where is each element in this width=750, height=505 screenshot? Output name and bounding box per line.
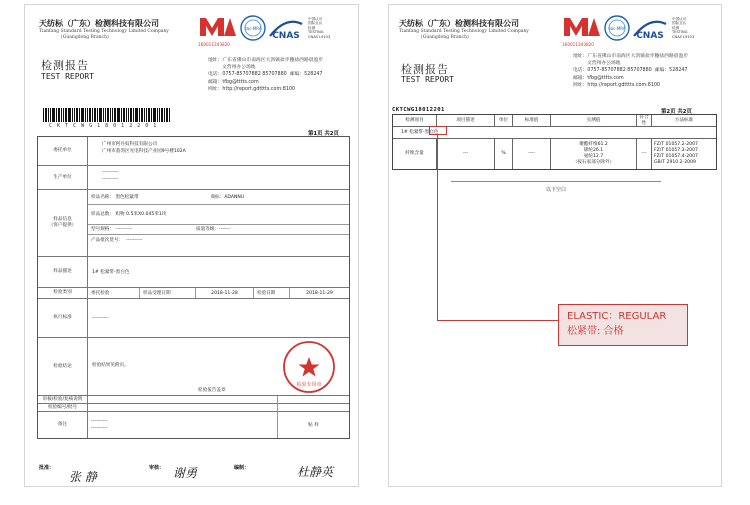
barcode-bar: [58, 108, 60, 122]
inspection-type-row: 检验类别 委托检验 样品受理日期 2018-11-28 检验日期 2018-11-29: [38, 288, 349, 299]
lab-name-en: Tianfang Standard Testing Technology Limited Company: [399, 29, 529, 34]
barcode-bar: [139, 108, 140, 122]
report-title-cn: 检测报告: [41, 59, 89, 72]
approver-signature: 张 静: [69, 470, 97, 484]
barcode-bar: [126, 108, 127, 122]
result-callout: [558, 304, 688, 346]
seal-label: 检验专用章: [296, 382, 322, 388]
barcode-bar: [48, 108, 49, 122]
barcode-bar: [103, 108, 104, 122]
ilac-logo-icon: [239, 14, 267, 42]
report-page-2: [388, 4, 722, 487]
client-row: 委托单位 广州市阿丹奴科技有限公司 广州市荔湾区光电科技产业园9号楼102A: [38, 137, 349, 166]
barcode-bar: [43, 108, 44, 122]
reviewer-signature: 谢勇: [173, 466, 198, 480]
report-info-table: [37, 136, 350, 439]
barcode-bar: [117, 108, 120, 122]
cnas-sub-text: 中国认可 国际互认 检测 TESTING CNAS L9103: [308, 17, 331, 39]
barcode-bar: [157, 108, 158, 122]
lab-name-en: Tianfang Standard Testing Technology Limited Company: [39, 29, 169, 34]
page-number: 第1页 共2页: [308, 131, 339, 137]
barcode-bar: [141, 108, 143, 122]
barcode-bar: [135, 108, 138, 122]
barcode-bar: [133, 108, 134, 122]
lab-name: 天纺标（广东）检测科技有限公司: [399, 18, 519, 28]
barcode-bar: [99, 108, 102, 122]
barcode-bar: [159, 108, 160, 122]
cnas-text: CNAS: [636, 31, 664, 41]
sample-row: 1# 松紧带-黑白色: [393, 127, 716, 139]
compile-label: 编制：: [234, 465, 250, 471]
barcode-bar: [68, 108, 71, 122]
contact-block: 地址：广东省佛山市南海区大沥镇盐步穗盐西路晨盈步 文营州办公场地 电话：0757-85707882 85707880 邮编：528247 邮箱：tfbg@tttts.com 网址：http://report.gdtttts.com:8100: [573, 54, 689, 88]
ilac-logo-icon: [603, 14, 631, 42]
extra-row-2: 检验编号/批号: [38, 404, 349, 412]
lab-branch-en: (Guangdong Branch): [61, 35, 109, 40]
extra-row-1: 审核/检验/复核说明: [38, 396, 349, 404]
barcode-bar: [45, 108, 47, 122]
barcode-bar: [121, 108, 122, 122]
barcode-bar: [164, 108, 165, 122]
test-results-table: [392, 114, 717, 170]
compiler-signature: 杜静英: [297, 465, 334, 479]
barcode-bar: [107, 108, 109, 122]
barcode-bar: [94, 108, 96, 122]
conclusion-row: 检验结论 检验结果见附页。 检验报告盖章 检验专用章: [38, 338, 349, 396]
callout-line-1: ELASTIC：REGULAR: [567, 311, 667, 322]
barcode-bar: [87, 108, 88, 122]
report-title-en: TEST REPORT: [41, 72, 94, 81]
barcode-bar: [97, 108, 98, 122]
table-header-row: 检测项目 项目描述 单位 标准值 实测值 符合性 方法标准: [393, 115, 716, 127]
report-title-en: TEST REPORT: [401, 75, 454, 84]
report-number: CKTCWG18012201: [392, 107, 445, 113]
barcode-bar: [92, 108, 93, 122]
barcode-bar: [130, 108, 132, 122]
ma-number: 160011343820: [198, 42, 230, 47]
barcode-bar: [153, 108, 156, 122]
ma-logo-icon: [196, 14, 236, 52]
report-title-cn: 检测报告: [401, 63, 449, 76]
producer-row: 生产单位 ---------- ----------: [38, 166, 349, 190]
barcode-bar: [169, 108, 170, 122]
barcode-bar: [151, 108, 152, 122]
review-label: 审核：: [149, 465, 165, 471]
barcode-bar: [144, 108, 145, 122]
barcode-bar: [81, 108, 84, 122]
barcode-bar: [79, 108, 80, 122]
ma-logo-icon: [560, 14, 600, 52]
barcode-bar: [76, 108, 78, 122]
barcode-bar: [148, 108, 150, 122]
barcode-bar: [146, 108, 147, 122]
barcode-bar: [105, 108, 106, 122]
contact-block: 地址：广东省佛山市南海区大沥镇盐步穗盐西路晨盈步 文营州办公场地 电话：0757-85707882 85707880 邮编：528247 邮箱：tfbg@tttts.com 网址：http://report.gdtttts.com:8100: [208, 58, 324, 92]
cnas-text: CNAS: [272, 31, 300, 41]
barcode-bar: [65, 108, 67, 122]
barcode-bar: [50, 108, 51, 122]
standard-row: 执行标准 ----------: [38, 299, 349, 338]
barcode-bar: [114, 108, 116, 122]
barcode-bar: [112, 108, 113, 122]
report-page-1: [24, 4, 359, 487]
ma-number: 160011343820: [562, 42, 594, 47]
lab-name: 天纺标（广东）检测科技有限公司: [39, 18, 159, 28]
ilac-text: ilac-MRA: [608, 26, 626, 31]
barcode-bar: [110, 108, 111, 122]
barcode-bar: [161, 108, 163, 122]
inspection-seal-icon: [281, 339, 337, 395]
cnas-sub-text: 中国认可 国际互认 检测 TESTING CNAS L9103: [672, 17, 695, 39]
end-divider: [451, 181, 661, 182]
cnas-logo-icon: [268, 14, 304, 42]
remark-row: 备注 ---------- ---------- 贴 样: [38, 412, 349, 438]
barcode-bar: [128, 108, 129, 122]
callout-connector-horizontal: [437, 320, 558, 321]
lab-branch-en: (Guangdong Branch): [421, 35, 469, 40]
barcode-bar: [123, 108, 125, 122]
barcode-bar: [166, 108, 168, 122]
barcode-bar: [61, 108, 62, 122]
page-number: 第2页 共2页: [661, 109, 692, 115]
highlight-box: [429, 126, 447, 135]
callout-line-2: 松紧带: 合格: [567, 326, 624, 337]
barcode-bar: [56, 108, 57, 122]
sample-info-row: 样品信息 （客户提供） 样品名称： 黑色松紧带 商标： ADANNU 样品总数： 织物 0.5米X0.045米1块 型号规格： ---------- 质量等级： ------- 产品批次货号： ----------: [38, 190, 349, 257]
fiber-content-row: 纤维含量 --- % ---- 聚酯纤维61.2 锦纶26.1 氨纶12.7 （按石家部分除外） --- FZ/T 01057.2-2007 FZ/T 01057.3-2007 FZ/T 01057.4-2007 GB/T 2910.2-2009: [393, 139, 716, 169]
report-number: C K T C W G 1 8 0 1 2 2 0 1: [49, 123, 158, 129]
approve-label: 批准：: [39, 465, 55, 471]
cnas-logo-icon: [632, 14, 668, 42]
barcode: [43, 108, 171, 122]
sample-description-row: 样品描述 1# 松紧带-黑白色: [38, 257, 349, 288]
ilac-text: ilac-MRA: [244, 26, 262, 31]
barcode-bar: [72, 108, 73, 122]
barcode-bar: [63, 108, 64, 122]
barcode-bar: [89, 108, 91, 122]
barcode-bar: [74, 108, 75, 122]
callout-connector-vertical: [437, 135, 438, 320]
blank-below-text: 以下空白: [545, 187, 566, 193]
barcode-bar: [52, 108, 55, 122]
barcode-bar: [85, 108, 86, 122]
